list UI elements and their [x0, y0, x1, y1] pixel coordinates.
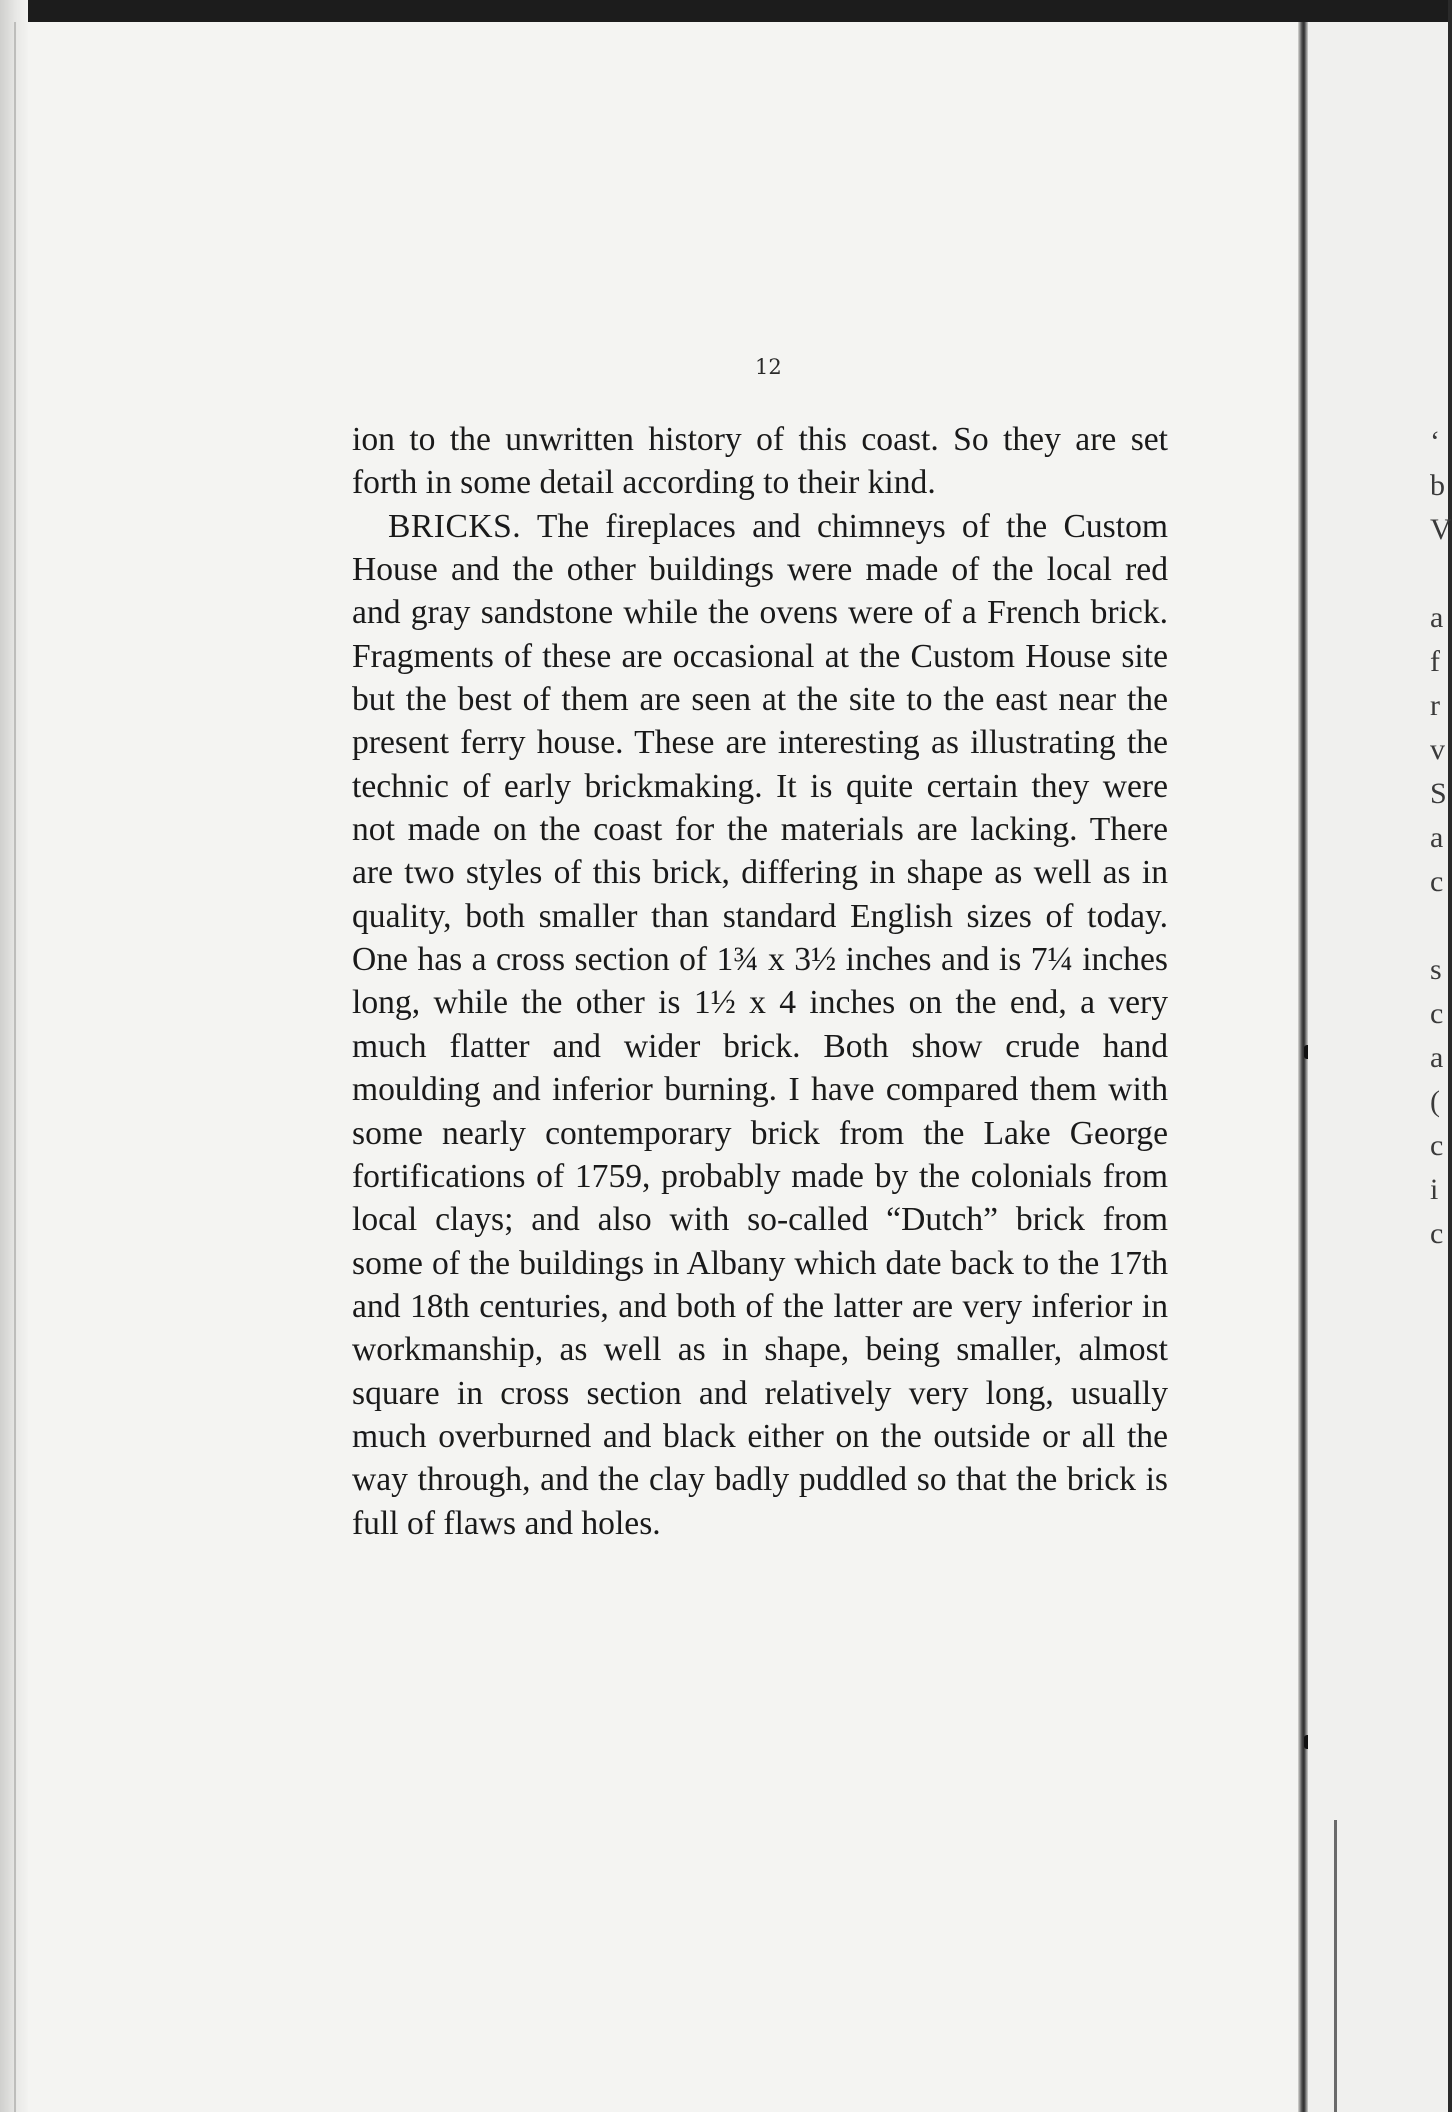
paragraph-continuation: ion to the unwritten history of this coast. So they are set forth in some detail according to their kind.: [352, 421, 1168, 502]
paragraph-bricks: [352, 505, 1168, 1545]
adjacent-page: [1308, 22, 1452, 2112]
adjacent-page-text-fragments: ‘ b V a f r v S a c s c a ( c i c: [1430, 425, 1452, 1250]
book-gutter: [1298, 22, 1308, 2112]
page-text: [352, 418, 1168, 1545]
page-number: 12: [755, 355, 782, 379]
scan-top-border: [0, 0, 1448, 22]
left-edge-line: [14, 22, 16, 2112]
adjacent-page-edge: [1334, 1820, 1337, 2112]
section-heading-bricks: BRICKS.: [388, 507, 522, 545]
paragraph-bricks-body: The fireplaces and chimneys of the Custom House and the other buildings were made of the local red and gray sandstone while the ovens were of a French brick. Fragments of these are occasional at the Custom House site but the best of them are seen at the site to the east near the present ferry house. These are interesting as illustrating the technic of early brickmaking. It is quite certain they were not made on the coast for the materials are lacking. There are two styles of this brick, differing in shape as well as in quality, both smaller than standard English sizes of today. One has a cross section of 1¾ x 3½ inches and is 7¼ inches long, while the other is 1½ x 4 inches on the end, a very much flatter and wider brick. Both show crude hand moulding and inferior burning. I have compared them with some nearly contemporary brick from the Lake George fortifications of 1759, probably made by the colonials from local clays; and also with so-called “Dutch” brick from some of the buildings in Albany which date back to the 17th and 18th centuries, and both of the latter are very inferior in workmanship, as well as in shape, being smaller, almost square in cross section and relatively very long, usually much overburned and black either on the outside or all the way through, and the clay badly puddled so that the brick is full of flaws and holes.: [352, 507, 1168, 1542]
